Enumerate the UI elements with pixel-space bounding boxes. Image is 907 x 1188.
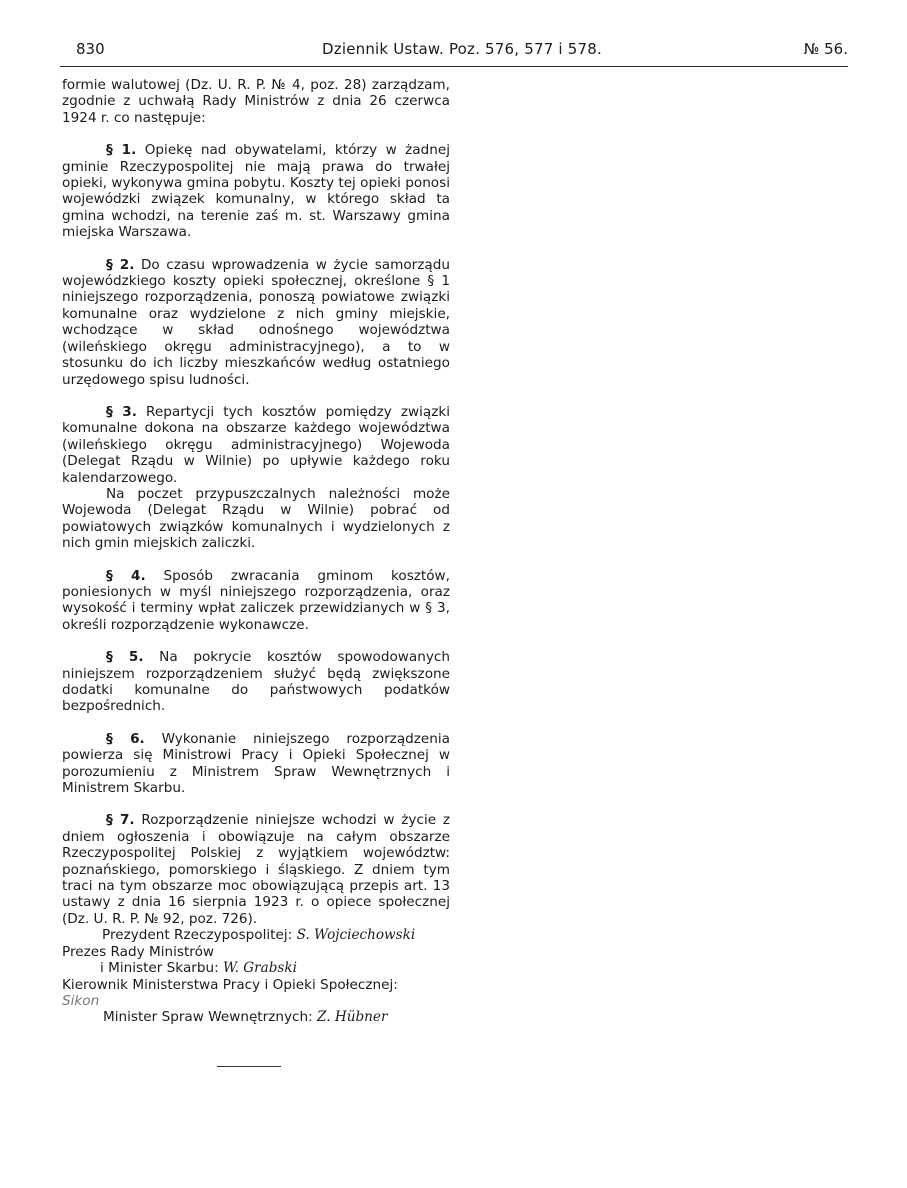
paragraph-6 [62, 731, 450, 797]
paragraph-7 [62, 812, 450, 927]
section-text: Rozporządzenie niniejsze wchodzi w życie z dniem ogłoszenia i obowiązuje na całym obszarze Rzeczypospolitej Polskiej z wyjątkiem województw: poznańskiego, pomorskiego i śląskiego. Z dniem tym traci na tym obszarze moc obowiązującą przepis art. 13 ustawy z dnia 16 sierpnia 1923 r. o opiece społecznej (Dz. U. R. P. № 92, poz. 726). [62, 812, 450, 927]
signature-title: Prezydent Rzeczypospolitej: [102, 927, 293, 944]
section-label: § 2. [106, 256, 135, 273]
signature-name: Z. Hübner [317, 1009, 388, 1026]
signature-title: Minister Spraw Wewnętrznych: [103, 1009, 313, 1026]
signature-interior [62, 1009, 450, 1025]
section-text: Wykonanie niniejszego rozporządzenia powierza się Ministrowi Pracy i Opieki Społecznej w porozumieniu z Ministrem Spraw Wewnętrznych i Ministrem Skarbu. [62, 730, 451, 797]
signature-name: W. Grabski [223, 960, 297, 977]
section-text: Do czasu wprowadzenia w życie samorządu wojewódzkiego koszty opieki społecznej, określone § 1 niniejszego rozporządzenia, ponoszą powiatowe związki komunalne oraz wydzielone z nich gminy miejskie, wchodzące w skład odnośnego województwa (wileńskiego okręgu administracyjnego), a to w stosunku do ich liczby mieszkańców według ostatniego urzędowego spisu ludności. [62, 256, 450, 388]
page-number: 830 [76, 40, 105, 58]
section-label: § 7. [106, 812, 135, 829]
header-rule [60, 66, 848, 67]
section-text: Sposób zwracania gminom kosztów, poniesionych w myśl niniejszego rozporządzenia, oraz wysokość i terminy wpłat zaliczek przewidzianych w § 3, określi rozporządzenie wykonawcze. [62, 567, 450, 633]
section-label: § 3. [106, 403, 137, 420]
paragraph-3 [62, 404, 450, 486]
section-label: § 1. [106, 142, 137, 159]
signature-name: S. Wojciechowski [296, 927, 416, 944]
issue-number: № 56. [803, 40, 848, 58]
section-text: Repartycji tych kosztów pomiędzy związki komunalne dokona na obszarze każdego województwa (wileńskiego okręgu administracyjnego) Wojewoda (Delegat Rządu w Wilnie) po upływie każdego roku kalendarzowego. [62, 403, 451, 486]
section-text: Na pokrycie kosztów spowodowanych niniejszem rozporządzeniem służyć będą zwiększone dodatki komunalne do państwowych podatków bezpośrednich. [62, 649, 451, 715]
end-rule [217, 1066, 281, 1067]
paragraph-3-cont [62, 486, 450, 552]
signature-premier [62, 960, 450, 976]
text-column [62, 77, 450, 1026]
section-label: § 5. [106, 649, 144, 666]
signature-president [62, 927, 450, 943]
section-label: § 6. [106, 730, 145, 747]
signature-labour-title: Kierownik Ministerstwa Pracy i Opieki Społecznej: [62, 976, 398, 993]
paragraph-2 [62, 257, 450, 388]
signature-labour-name: Sikon [62, 992, 100, 1009]
signature-title: i Minister Skarbu: [100, 960, 219, 977]
section-text: Opiekę nad obywatelami, którzy w żadnej gminie Rzeczypospolitej nie mają prawa do trwałej opieki, wykonywa gmina pobytu. Koszty tej opieki ponosi wojewódzki związek komunalny, w którego skład ta gmina wchodzi, na terenie zaś m. st. Warszawy gmina miejska Warszawa. [62, 142, 451, 241]
paragraph-1 [62, 142, 450, 240]
signature-premier-title: Prezes Rady Ministrów [62, 943, 215, 960]
page-header [60, 40, 848, 62]
paragraph-5 [62, 649, 450, 715]
section-text: Na poczet przypuszczalnych należności może Wojewoda (Delegat Rządu w Wilnie) pobrać od powiatowych związków komunalnych i wydzielonych z nich gmin miejskich zaliczki. [62, 485, 450, 552]
intro-paragraph: formie walutowej (Dz. U. R. P. № 4, poz. 28) zarządzam, zgodnie z uchwałą Rady Ministrów z dnia 26 czerwca 1924 r. co następuje: [62, 77, 450, 126]
section-label: § 4. [106, 567, 146, 584]
paragraph-4 [62, 568, 450, 634]
journal-title: Dziennik Ustaw. Poz. 576, 577 i 578. [322, 40, 602, 58]
